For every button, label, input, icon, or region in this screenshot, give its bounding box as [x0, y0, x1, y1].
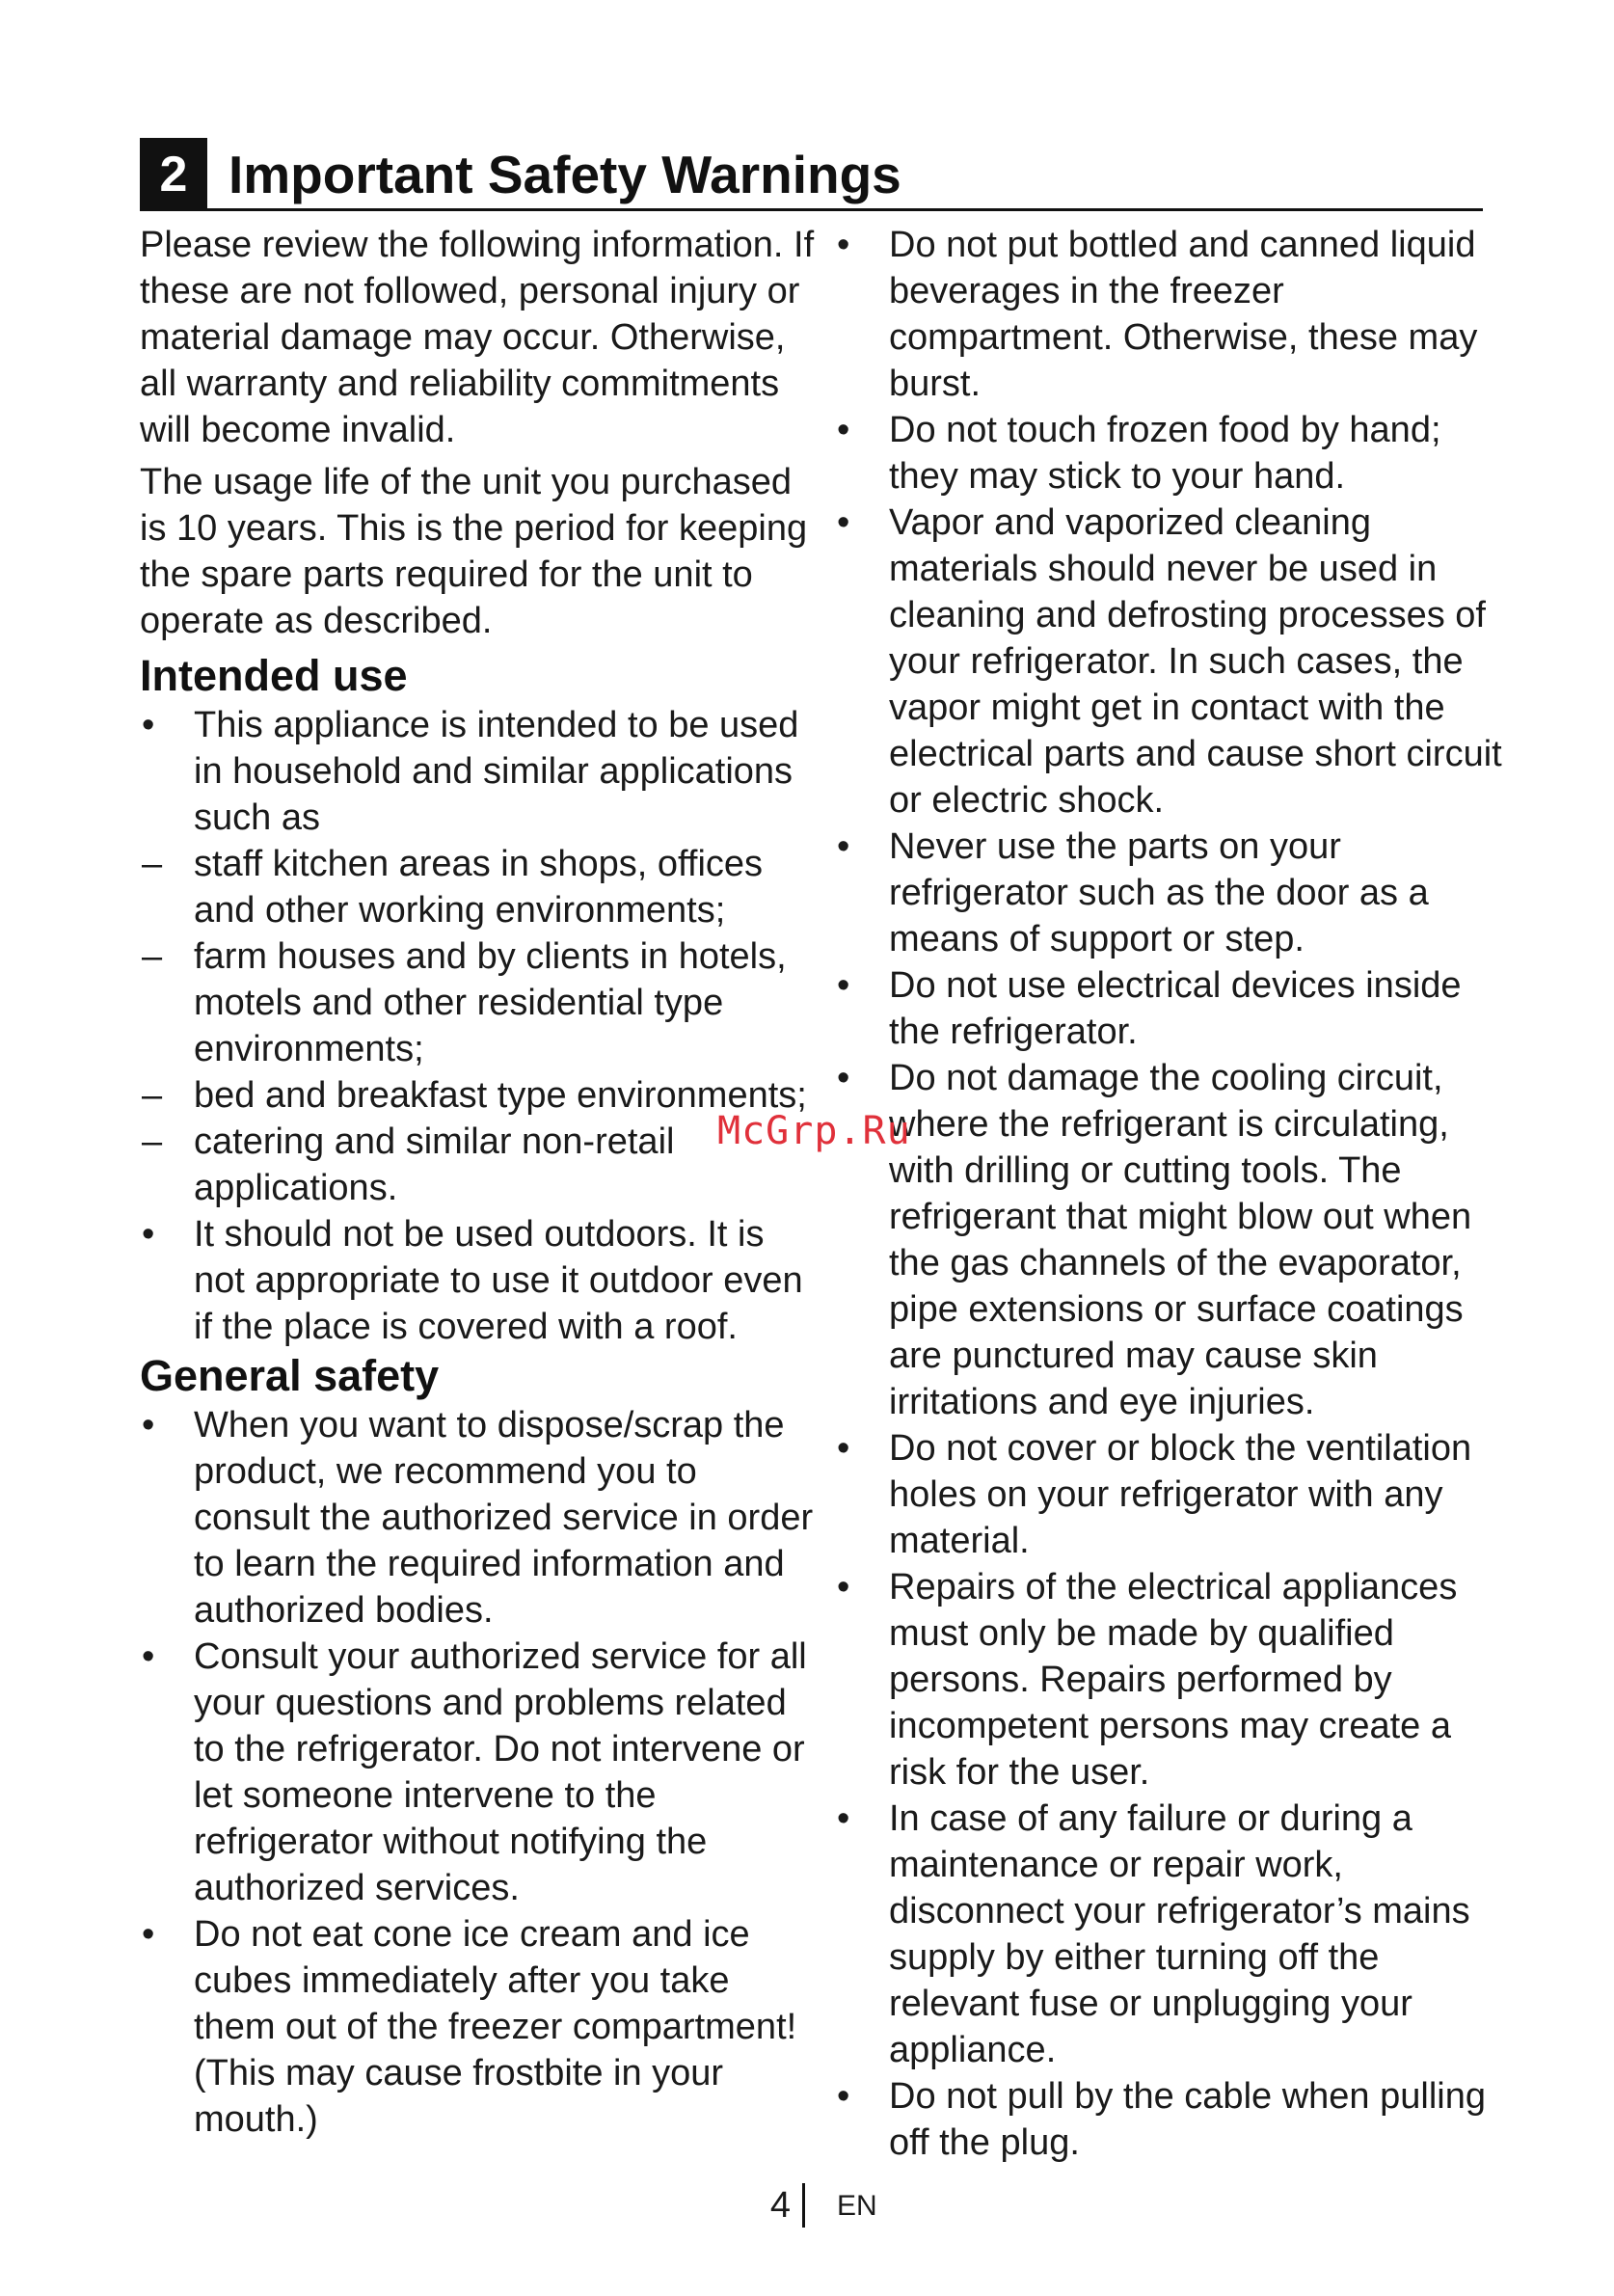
list-marker: –: [142, 1075, 163, 1116]
page-title: Important Safety Warnings: [229, 145, 901, 204]
list-item: [829, 2073, 1504, 2166]
chapter-number: 2: [140, 138, 207, 211]
list-marker: •: [837, 2076, 850, 2117]
right-column: [829, 222, 1504, 2166]
list-marker: •: [142, 705, 155, 745]
list-item: [140, 933, 815, 1072]
intro-paragraph: Please review the following information. If these are not followed, personal injury or material damage may occur. Otherwise, all warranty and reliability commitments will become invalid.: [140, 225, 815, 450]
chapter-header: [140, 138, 1483, 211]
list-marker: •: [837, 502, 850, 543]
list-marker: •: [837, 1567, 850, 1607]
list-item: [140, 702, 815, 841]
list-marker: •: [142, 1636, 155, 1677]
list-item: [829, 407, 1504, 500]
intro-paragraph: The usage life of the unit you purchased is 10 years. This is the period for keeping the spare parts required for the unit to operate as described.: [140, 462, 808, 641]
list-item-text: bed and breakfast type environments;: [194, 1075, 807, 1116]
list-item: [829, 962, 1504, 1055]
list-item: [829, 1055, 1504, 1425]
list-item: [829, 824, 1504, 962]
list-item-text: Do not touch frozen food by hand; they may stick to your hand.: [889, 410, 1441, 497]
language-code: EN: [837, 2190, 877, 2222]
list-item-text: Do not eat cone ice cream and ice cubes immediately after you take them out of the freezer compartment! (This may cause frostbite in your mouth.): [194, 1914, 797, 2140]
list-item-text: Never use the parts on your refrigerator such as the door as a means of support or step.: [889, 826, 1429, 959]
list-item-text: staff kitchen areas in shops, offices and other working environments;: [194, 844, 764, 931]
list-item-text: It should not be used outdoors. It is not appropriate to use it outdoor even if the place is covered with a roof.: [194, 1214, 803, 1347]
list-item: [140, 1911, 815, 2143]
list-item: [829, 222, 1504, 407]
list-marker: •: [142, 1405, 155, 1445]
list-item-text: Repairs of the electrical appliances must only be made by qualified persons. Repairs performed by incompetent persons may create a risk for the user.: [889, 1567, 1458, 1793]
list-item: [829, 1564, 1504, 1796]
list-item-text: Do not put bottled and canned liquid beverages in the freezer compartment. Otherwise, these may burst.: [889, 225, 1478, 404]
list-item: [829, 1796, 1504, 2073]
list-item: [829, 1425, 1504, 1564]
safety-list: [829, 222, 1504, 2166]
general-safety-heading: General safety: [140, 1351, 440, 1400]
list-item: [140, 841, 815, 933]
footer-separator: [802, 2183, 805, 2228]
page-number: 4: [769, 2185, 791, 2226]
list-item: [140, 1211, 815, 1350]
intended-use-heading: Intended use: [140, 651, 408, 700]
list-marker: •: [837, 965, 850, 1006]
list-item-text: Do not damage the cooling circuit, where the refrigerant is circulating, with drilling or cutting tools. The refrigerant that might blow out when the gas channels of the evaporator, pipe extensions or surface coatings are punctured may cause skin irritations and eye injuries.: [889, 1058, 1472, 1422]
list-marker: •: [837, 826, 850, 867]
list-marker: •: [837, 410, 850, 450]
list-marker: •: [142, 1214, 155, 1255]
intended-use-list: [140, 702, 815, 1350]
list-marker: –: [142, 936, 163, 977]
list-item-text: Do not cover or block the ventilation holes on your refrigerator with any material.: [889, 1428, 1472, 1561]
general-safety-list: [140, 1402, 815, 2143]
list-marker: •: [837, 1798, 850, 1839]
list-item: [140, 1402, 815, 1634]
page-footer: [762, 2181, 955, 2229]
list-marker: •: [837, 225, 850, 265]
header-rule: [140, 208, 1483, 211]
list-marker: •: [837, 1428, 850, 1469]
list-item-text: Vapor and vaporized cleaning materials should never be used in cleaning and defrosting processes of your refrigerator. In such cases, the vapor might get in contact with the electrical parts and cause short circuit or electric shock.: [889, 502, 1502, 821]
list-item: [140, 1119, 815, 1211]
watermark: McGrp.Ru: [717, 1109, 911, 1153]
list-marker: –: [142, 844, 163, 884]
list-marker: •: [837, 1058, 850, 1098]
list-item-text: farm houses and by clients in hotels, motels and other residential type environments;: [194, 936, 787, 1069]
list-item-text: Consult your authorized service for all your questions and problems related to the refrigerator. Do not intervene or let someone intervene to the refrigerator without notifying the authorized services.: [194, 1636, 807, 1908]
list-item: [829, 500, 1504, 824]
list-item-text: Do not pull by the cable when pulling off the plug.: [889, 2076, 1486, 2163]
left-column: [140, 222, 815, 2143]
list-item-text: This appliance is intended to be used in household and similar applications such as: [194, 705, 799, 838]
list-item-text: Do not use electrical devices inside the refrigerator.: [889, 965, 1462, 1052]
list-marker: •: [142, 1914, 155, 1955]
list-item-text: catering and similar non-retail applications.: [194, 1121, 675, 1208]
list-item-text: In case of any failure or during a maintenance or repair work, disconnect your refrigerator’s mains supply by either turning off the relevant fuse or unplugging your appliance.: [889, 1798, 1470, 2070]
list-marker: –: [142, 1121, 163, 1162]
list-item: [140, 1634, 815, 1911]
list-item-text: When you want to dispose/scrap the product, we recommend you to consult the authorized service in order to learn the required information and authorized bodies.: [194, 1405, 814, 1631]
list-item: [140, 1072, 815, 1119]
